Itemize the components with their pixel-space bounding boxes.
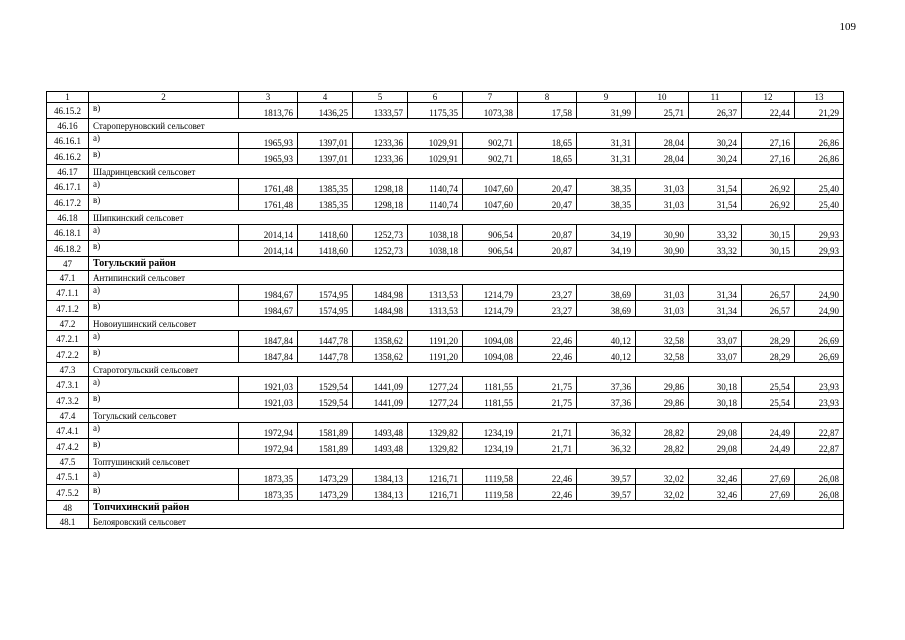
table-cell: 1181,55 bbox=[463, 377, 518, 393]
table-cell: 39,57 bbox=[577, 469, 636, 485]
table-cell: 1047,60 bbox=[463, 179, 518, 195]
table-cell: 31,54 bbox=[689, 195, 742, 211]
table-cell: 26,92 bbox=[742, 179, 795, 195]
row-code: 46.18.2 bbox=[47, 241, 89, 257]
row-code: 46.16.1 bbox=[47, 133, 89, 149]
row-label: а) bbox=[89, 377, 239, 393]
table-cell: 24,90 bbox=[795, 301, 844, 317]
table-cell: 1094,08 bbox=[463, 331, 518, 347]
table-cell: 30,90 bbox=[636, 225, 689, 241]
table-cell: 25,71 bbox=[636, 103, 689, 119]
table-cell: 1493,48 bbox=[353, 423, 408, 439]
table-cell: 29,86 bbox=[636, 377, 689, 393]
section-row bbox=[47, 363, 844, 377]
table-cell: 1813,76 bbox=[239, 103, 298, 119]
row-label: в) bbox=[89, 439, 239, 455]
row-code: 47.3.2 bbox=[47, 393, 89, 409]
table-cell: 31,34 bbox=[689, 301, 742, 317]
table-cell: 1277,24 bbox=[408, 393, 463, 409]
table-cell: 30,90 bbox=[636, 241, 689, 257]
table-cell: 1073,38 bbox=[463, 103, 518, 119]
table-cell: 30,18 bbox=[689, 393, 742, 409]
table-cell: 1574,95 bbox=[298, 301, 353, 317]
table-cell: 32,02 bbox=[636, 469, 689, 485]
table-cell: 1397,01 bbox=[298, 149, 353, 165]
table-cell: 1921,03 bbox=[239, 377, 298, 393]
row-code: 46.15.2 bbox=[47, 103, 89, 119]
table-cell: 20,87 bbox=[518, 241, 577, 257]
row-code: 47.3.1 bbox=[47, 377, 89, 393]
table-cell: 22,87 bbox=[795, 423, 844, 439]
table-cell: 30,18 bbox=[689, 377, 742, 393]
row-code: 47.5 bbox=[47, 455, 89, 469]
table-cell: 1529,54 bbox=[298, 377, 353, 393]
page-number: 109 bbox=[839, 21, 856, 33]
table-cell: 28,04 bbox=[636, 133, 689, 149]
row-code: 46.18.1 bbox=[47, 225, 89, 241]
table-row bbox=[47, 241, 844, 257]
table-row bbox=[47, 423, 844, 439]
row-label: в) bbox=[89, 347, 239, 363]
table-cell: 1972,94 bbox=[239, 423, 298, 439]
table-cell: 1447,78 bbox=[298, 347, 353, 363]
table-cell: 31,03 bbox=[636, 195, 689, 211]
table-cell: 1216,71 bbox=[408, 469, 463, 485]
row-label: в) bbox=[89, 195, 239, 211]
table-cell: 22,46 bbox=[518, 347, 577, 363]
district-row bbox=[47, 257, 844, 271]
table-row bbox=[47, 285, 844, 301]
table-cell: 1984,67 bbox=[239, 301, 298, 317]
section-row bbox=[47, 409, 844, 423]
table-row bbox=[47, 149, 844, 165]
table-cell: 33,07 bbox=[689, 347, 742, 363]
table-cell: 30,15 bbox=[742, 241, 795, 257]
table-row bbox=[47, 103, 844, 119]
table-cell: 22,44 bbox=[742, 103, 795, 119]
table-cell: 27,16 bbox=[742, 149, 795, 165]
table-cell: 1094,08 bbox=[463, 347, 518, 363]
table-cell: 37,36 bbox=[577, 377, 636, 393]
table-cell: 21,71 bbox=[518, 439, 577, 455]
row-code: 47.4.1 bbox=[47, 423, 89, 439]
table-cell: 38,69 bbox=[577, 285, 636, 301]
row-label: а) bbox=[89, 469, 239, 485]
table-cell: 1384,13 bbox=[353, 485, 408, 501]
table-cell: 24,90 bbox=[795, 285, 844, 301]
section-title: Белояровский сельсовет bbox=[89, 515, 844, 529]
table-cell: 1140,74 bbox=[408, 195, 463, 211]
row-code: 46.17 bbox=[47, 165, 89, 179]
table-cell: 1984,67 bbox=[239, 285, 298, 301]
table-row bbox=[47, 439, 844, 455]
table-cell: 40,12 bbox=[577, 331, 636, 347]
table-cell: 23,93 bbox=[795, 393, 844, 409]
row-code: 47.4 bbox=[47, 409, 89, 423]
header-row bbox=[47, 92, 844, 103]
table-cell: 1252,73 bbox=[353, 225, 408, 241]
section-title: Тогульский сельсовет bbox=[89, 409, 844, 423]
district-title: Топчихинский район bbox=[89, 501, 844, 515]
row-code: 47.1.1 bbox=[47, 285, 89, 301]
table-cell: 1847,84 bbox=[239, 347, 298, 363]
table-cell: 1175,35 bbox=[408, 103, 463, 119]
section-row bbox=[47, 119, 844, 133]
table-cell: 29,86 bbox=[636, 393, 689, 409]
table-cell: 32,58 bbox=[636, 347, 689, 363]
table-cell: 39,57 bbox=[577, 485, 636, 501]
table-cell: 1921,03 bbox=[239, 393, 298, 409]
table-cell: 1873,35 bbox=[239, 485, 298, 501]
table-cell: 31,03 bbox=[636, 285, 689, 301]
table-cell: 1191,20 bbox=[408, 331, 463, 347]
table-cell: 33,32 bbox=[689, 225, 742, 241]
table-cell: 902,71 bbox=[463, 149, 518, 165]
table-row bbox=[47, 225, 844, 241]
table-cell: 1233,36 bbox=[353, 149, 408, 165]
section-row bbox=[47, 165, 844, 179]
table-row bbox=[47, 347, 844, 363]
row-label: в) bbox=[89, 103, 239, 119]
table-cell: 1329,82 bbox=[408, 439, 463, 455]
table-cell: 26,69 bbox=[795, 347, 844, 363]
row-code: 47.5.1 bbox=[47, 469, 89, 485]
table-cell: 30,24 bbox=[689, 149, 742, 165]
row-label: а) bbox=[89, 331, 239, 347]
table-cell: 21,71 bbox=[518, 423, 577, 439]
table-cell: 1418,60 bbox=[298, 241, 353, 257]
table-cell: 29,08 bbox=[689, 439, 742, 455]
row-code: 47.5.2 bbox=[47, 485, 89, 501]
row-label: в) bbox=[89, 149, 239, 165]
table-cell: 24,49 bbox=[742, 423, 795, 439]
table-cell: 31,31 bbox=[577, 133, 636, 149]
column-header: 7 bbox=[463, 92, 518, 103]
table-cell: 1529,54 bbox=[298, 393, 353, 409]
table-cell: 29,08 bbox=[689, 423, 742, 439]
table-cell: 2014,14 bbox=[239, 241, 298, 257]
table-cell: 1397,01 bbox=[298, 133, 353, 149]
section-row bbox=[47, 317, 844, 331]
table-cell: 1216,71 bbox=[408, 485, 463, 501]
table-cell: 1029,91 bbox=[408, 149, 463, 165]
section-row bbox=[47, 515, 844, 529]
table-cell: 1038,18 bbox=[408, 225, 463, 241]
table-cell: 25,54 bbox=[742, 393, 795, 409]
table-cell: 26,69 bbox=[795, 331, 844, 347]
column-header: 13 bbox=[795, 92, 844, 103]
table-cell: 1119,58 bbox=[463, 485, 518, 501]
table-cell: 1441,09 bbox=[353, 393, 408, 409]
table-row bbox=[47, 301, 844, 317]
table-cell: 31,03 bbox=[636, 179, 689, 195]
table-cell: 1384,13 bbox=[353, 469, 408, 485]
table-cell: 1298,18 bbox=[353, 179, 408, 195]
table-cell: 1358,62 bbox=[353, 331, 408, 347]
table-cell: 27,69 bbox=[742, 485, 795, 501]
table-cell: 1473,29 bbox=[298, 469, 353, 485]
section-title: Шипкинский сельсовет bbox=[89, 211, 844, 225]
table-cell: 25,40 bbox=[795, 195, 844, 211]
section-title: Старотогульский сельсовет bbox=[89, 363, 844, 377]
row-label: а) bbox=[89, 133, 239, 149]
row-label: а) bbox=[89, 423, 239, 439]
column-header: 10 bbox=[636, 92, 689, 103]
table-cell: 26,92 bbox=[742, 195, 795, 211]
table-cell: 1965,93 bbox=[239, 149, 298, 165]
table-cell: 1761,48 bbox=[239, 179, 298, 195]
row-code: 46.17.1 bbox=[47, 179, 89, 195]
table-row bbox=[47, 485, 844, 501]
table-cell: 18,65 bbox=[518, 149, 577, 165]
column-header: 1 bbox=[47, 92, 89, 103]
column-header: 12 bbox=[742, 92, 795, 103]
table-row bbox=[47, 179, 844, 195]
row-code: 48.1 bbox=[47, 515, 89, 529]
row-label: а) bbox=[89, 285, 239, 301]
table-cell: 38,69 bbox=[577, 301, 636, 317]
row-code: 47.1 bbox=[47, 271, 89, 285]
row-code: 46.16 bbox=[47, 119, 89, 133]
row-code: 46.17.2 bbox=[47, 195, 89, 211]
table-cell: 37,36 bbox=[577, 393, 636, 409]
table-row bbox=[47, 377, 844, 393]
table-cell: 1358,62 bbox=[353, 347, 408, 363]
table-cell: 18,65 bbox=[518, 133, 577, 149]
table-cell: 902,71 bbox=[463, 133, 518, 149]
table-cell: 21,75 bbox=[518, 377, 577, 393]
column-header: 4 bbox=[298, 92, 353, 103]
row-label: а) bbox=[89, 225, 239, 241]
table-cell: 26,57 bbox=[742, 301, 795, 317]
table-cell: 34,19 bbox=[577, 241, 636, 257]
table-cell: 38,35 bbox=[577, 195, 636, 211]
table-cell: 31,99 bbox=[577, 103, 636, 119]
table-cell: 1313,53 bbox=[408, 285, 463, 301]
table-row bbox=[47, 393, 844, 409]
table-cell: 20,87 bbox=[518, 225, 577, 241]
row-code: 47.2 bbox=[47, 317, 89, 331]
row-code: 47.1.2 bbox=[47, 301, 89, 317]
table-cell: 1233,36 bbox=[353, 133, 408, 149]
table-cell: 28,82 bbox=[636, 439, 689, 455]
table-cell: 28,82 bbox=[636, 423, 689, 439]
table-cell: 30,24 bbox=[689, 133, 742, 149]
table-cell: 21,75 bbox=[518, 393, 577, 409]
district-row bbox=[47, 501, 844, 515]
table-body bbox=[47, 103, 844, 529]
tariff-table bbox=[46, 91, 844, 529]
table-cell: 25,40 bbox=[795, 179, 844, 195]
table-cell: 22,46 bbox=[518, 469, 577, 485]
table-cell: 31,54 bbox=[689, 179, 742, 195]
table-cell: 1119,58 bbox=[463, 469, 518, 485]
table-cell: 1277,24 bbox=[408, 377, 463, 393]
table-row bbox=[47, 469, 844, 485]
table-cell: 1484,98 bbox=[353, 285, 408, 301]
table-cell: 29,93 bbox=[795, 225, 844, 241]
section-title: Новоиушинский сельсовет bbox=[89, 317, 844, 331]
table-cell: 1191,20 bbox=[408, 347, 463, 363]
table-cell: 22,46 bbox=[518, 331, 577, 347]
table-cell: 1473,29 bbox=[298, 485, 353, 501]
table-cell: 27,69 bbox=[742, 469, 795, 485]
row-code: 46.18 bbox=[47, 211, 89, 225]
table-cell: 1214,79 bbox=[463, 301, 518, 317]
table-cell: 1181,55 bbox=[463, 393, 518, 409]
section-row bbox=[47, 211, 844, 225]
table-cell: 20,47 bbox=[518, 179, 577, 195]
row-code: 47.4.2 bbox=[47, 439, 89, 455]
table-cell: 1447,78 bbox=[298, 331, 353, 347]
table-cell: 33,32 bbox=[689, 241, 742, 257]
section-title: Шадринцевский сельсовет bbox=[89, 165, 844, 179]
table-cell: 2014,14 bbox=[239, 225, 298, 241]
table-cell: 31,34 bbox=[689, 285, 742, 301]
row-code: 47.3 bbox=[47, 363, 89, 377]
table-cell: 26,08 bbox=[795, 469, 844, 485]
table-cell: 25,54 bbox=[742, 377, 795, 393]
table-cell: 1298,18 bbox=[353, 195, 408, 211]
table-cell: 1029,91 bbox=[408, 133, 463, 149]
section-title: Топтушинский сельсовет bbox=[89, 455, 844, 469]
table-cell: 26,57 bbox=[742, 285, 795, 301]
table-cell: 1965,93 bbox=[239, 133, 298, 149]
table-cell: 23,27 bbox=[518, 285, 577, 301]
table-cell: 31,03 bbox=[636, 301, 689, 317]
table-cell: 26,86 bbox=[795, 149, 844, 165]
table-cell: 22,46 bbox=[518, 485, 577, 501]
table-cell: 906,54 bbox=[463, 225, 518, 241]
table-cell: 1484,98 bbox=[353, 301, 408, 317]
row-label: а) bbox=[89, 179, 239, 195]
column-header: 8 bbox=[518, 92, 577, 103]
table-cell: 1385,35 bbox=[298, 179, 353, 195]
table-cell: 32,46 bbox=[689, 469, 742, 485]
table-cell: 1574,95 bbox=[298, 285, 353, 301]
table-cell: 32,02 bbox=[636, 485, 689, 501]
table-row bbox=[47, 331, 844, 347]
section-title: Антипинский сельсовет bbox=[89, 271, 844, 285]
table-cell: 1873,35 bbox=[239, 469, 298, 485]
table-cell: 36,32 bbox=[577, 423, 636, 439]
row-code: 47.2.2 bbox=[47, 347, 89, 363]
column-header: 3 bbox=[239, 92, 298, 103]
row-label: в) bbox=[89, 241, 239, 257]
table-cell: 30,15 bbox=[742, 225, 795, 241]
table-cell: 23,27 bbox=[518, 301, 577, 317]
column-header: 11 bbox=[689, 92, 742, 103]
section-row bbox=[47, 271, 844, 285]
table-cell: 23,93 bbox=[795, 377, 844, 393]
table-cell: 1333,57 bbox=[353, 103, 408, 119]
table-cell: 20,47 bbox=[518, 195, 577, 211]
table-cell: 1972,94 bbox=[239, 439, 298, 455]
table-cell: 24,49 bbox=[742, 439, 795, 455]
table-cell: 1234,19 bbox=[463, 439, 518, 455]
row-label: в) bbox=[89, 393, 239, 409]
table-cell: 36,32 bbox=[577, 439, 636, 455]
table-cell: 22,87 bbox=[795, 439, 844, 455]
table-cell: 28,04 bbox=[636, 149, 689, 165]
column-header: 2 bbox=[89, 92, 239, 103]
table-cell: 26,37 bbox=[689, 103, 742, 119]
table-cell: 40,12 bbox=[577, 347, 636, 363]
district-title: Тогульский район bbox=[89, 257, 844, 271]
table-cell: 31,31 bbox=[577, 149, 636, 165]
table-cell: 1234,19 bbox=[463, 423, 518, 439]
section-row bbox=[47, 455, 844, 469]
table-cell: 17,58 bbox=[518, 103, 577, 119]
table-cell: 32,58 bbox=[636, 331, 689, 347]
table-cell: 1047,60 bbox=[463, 195, 518, 211]
row-code: 47 bbox=[47, 257, 89, 271]
table-cell: 29,93 bbox=[795, 241, 844, 257]
section-title: Староперуновский сельсовет bbox=[89, 119, 844, 133]
table-cell: 34,19 bbox=[577, 225, 636, 241]
table-row bbox=[47, 195, 844, 211]
column-header: 6 bbox=[408, 92, 463, 103]
table-cell: 906,54 bbox=[463, 241, 518, 257]
table-cell: 1418,60 bbox=[298, 225, 353, 241]
table-cell: 1436,25 bbox=[298, 103, 353, 119]
table-cell: 1252,73 bbox=[353, 241, 408, 257]
table-cell: 1038,18 bbox=[408, 241, 463, 257]
table-cell: 26,08 bbox=[795, 485, 844, 501]
column-header: 5 bbox=[353, 92, 408, 103]
table-cell: 1313,53 bbox=[408, 301, 463, 317]
table-cell: 28,29 bbox=[742, 331, 795, 347]
table-cell: 1214,79 bbox=[463, 285, 518, 301]
table-cell: 27,16 bbox=[742, 133, 795, 149]
table-cell: 1581,89 bbox=[298, 439, 353, 455]
table-cell: 1761,48 bbox=[239, 195, 298, 211]
table-cell: 21,29 bbox=[795, 103, 844, 119]
row-label: в) bbox=[89, 485, 239, 501]
table-cell: 38,35 bbox=[577, 179, 636, 195]
table-cell: 1493,48 bbox=[353, 439, 408, 455]
table-cell: 33,07 bbox=[689, 331, 742, 347]
table-cell: 1441,09 bbox=[353, 377, 408, 393]
table-cell: 1847,84 bbox=[239, 331, 298, 347]
table-cell: 1581,89 bbox=[298, 423, 353, 439]
row-label: в) bbox=[89, 301, 239, 317]
table-cell: 26,86 bbox=[795, 133, 844, 149]
table-cell: 1140,74 bbox=[408, 179, 463, 195]
table-cell: 1385,35 bbox=[298, 195, 353, 211]
table-row bbox=[47, 133, 844, 149]
table-cell: 32,46 bbox=[689, 485, 742, 501]
column-header: 9 bbox=[577, 92, 636, 103]
table-cell: 1329,82 bbox=[408, 423, 463, 439]
row-code: 48 bbox=[47, 501, 89, 515]
row-code: 46.16.2 bbox=[47, 149, 89, 165]
table-cell: 28,29 bbox=[742, 347, 795, 363]
row-code: 47.2.1 bbox=[47, 331, 89, 347]
